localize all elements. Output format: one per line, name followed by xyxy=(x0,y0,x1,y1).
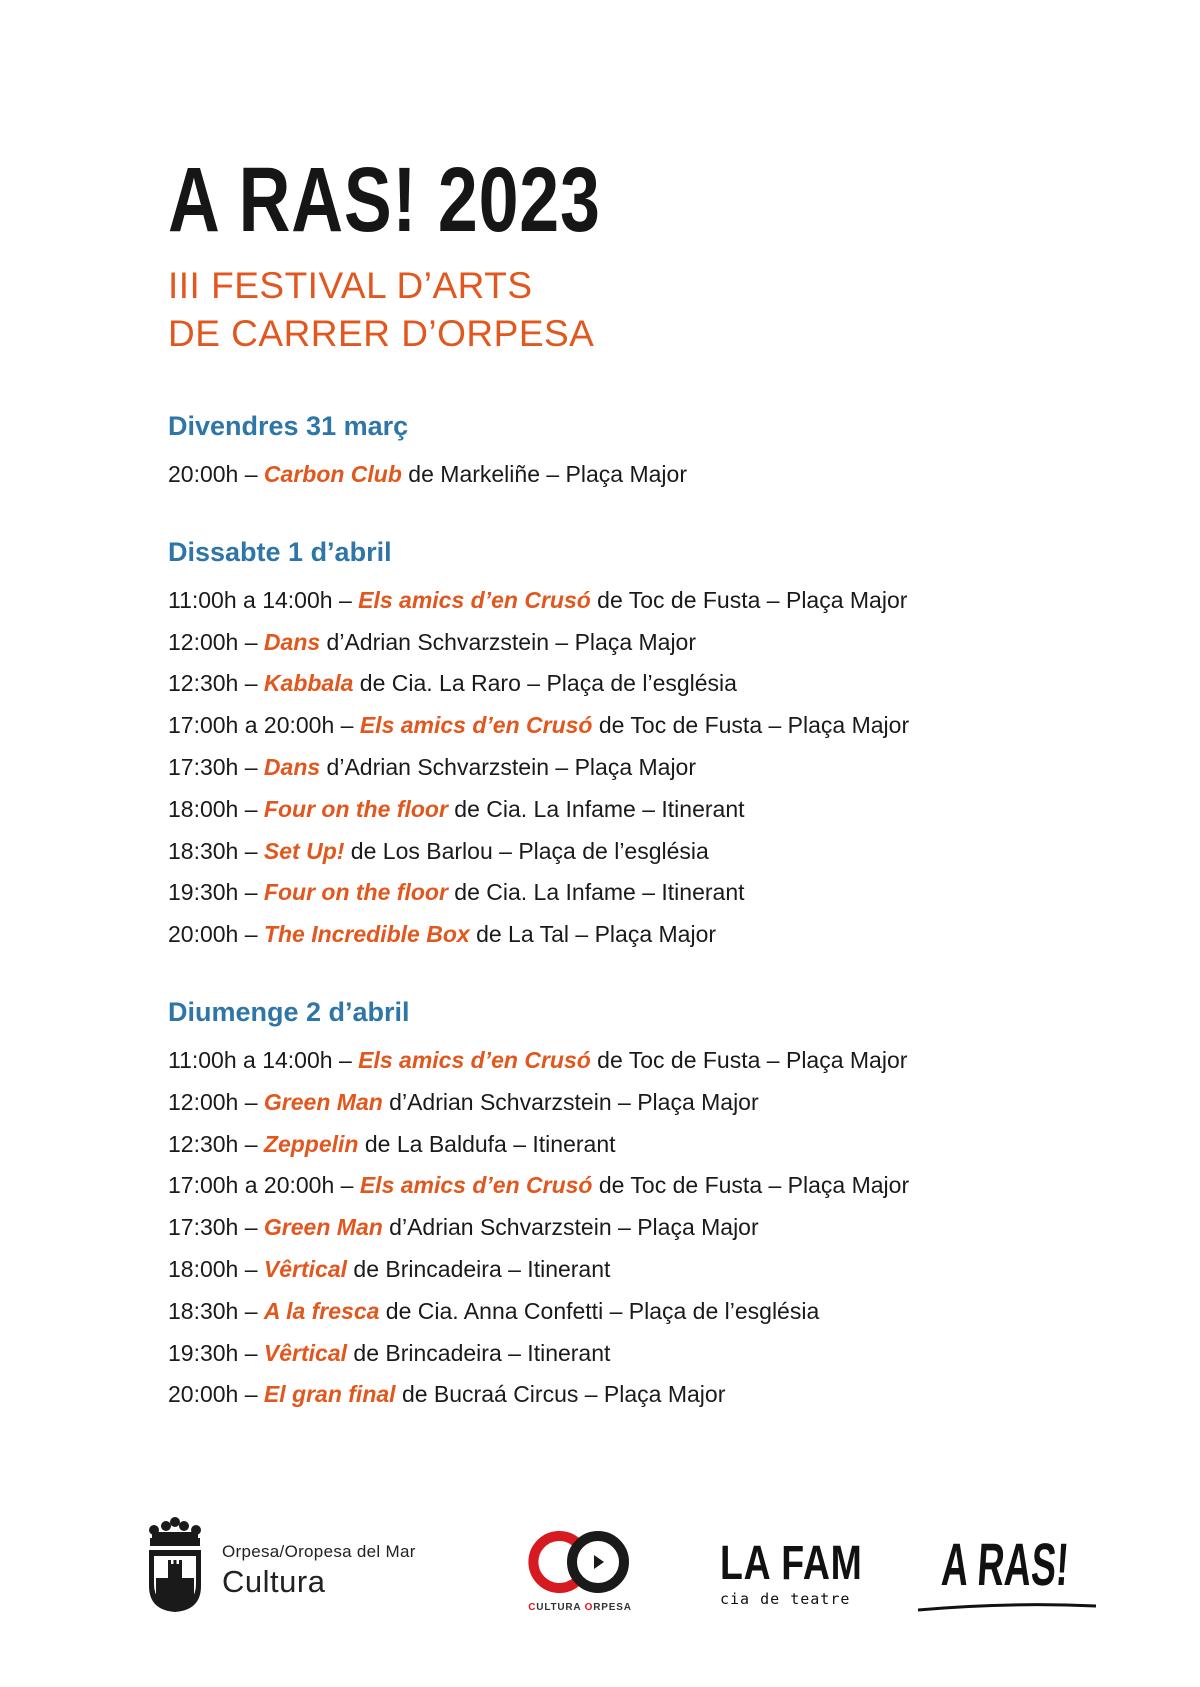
event-row xyxy=(168,705,1068,747)
event-details: de Brincadeira – Itinerant xyxy=(347,1255,611,1282)
cultura-letter-o: O xyxy=(584,1602,594,1613)
event-details: de Toc de Fusta – Plaça Major xyxy=(590,1046,908,1073)
cultura-word-rest: ULTURA xyxy=(536,1602,585,1613)
day-title: Dissabte 1 d’abril xyxy=(168,536,392,567)
event-row xyxy=(168,831,1068,873)
event-details: d’Adrian Schvarzstein – Plaça Major xyxy=(382,1088,759,1115)
day-section xyxy=(168,992,1068,1416)
event-details: de Toc de Fusta – Plaça Major xyxy=(592,712,910,739)
event-row xyxy=(168,1249,1068,1291)
event-time: 18:30h – xyxy=(168,1297,264,1324)
event-time: 18:00h – xyxy=(168,1255,264,1282)
event-time: 17:30h – xyxy=(168,1214,264,1241)
event-time: 17:30h – xyxy=(168,753,264,780)
orpesa-crest-icon xyxy=(146,1516,204,1614)
schedule xyxy=(168,406,1068,1416)
orpesa-municipality: Orpesa/Oropesa del Mar xyxy=(222,1542,416,1561)
event-time: 20:00h – xyxy=(168,1381,264,1408)
poster xyxy=(168,150,1068,1416)
event-row xyxy=(168,789,1068,831)
event-time: 12:00h – xyxy=(168,1088,264,1115)
event-row xyxy=(168,1040,1068,1082)
cultura-orpesa-mark-icon xyxy=(518,1528,638,1596)
event-details: de Cia. Anna Confetti – Plaça de l’església xyxy=(379,1297,820,1324)
event-show: Carbon Club xyxy=(263,461,402,487)
event-show: A la fresca xyxy=(263,1297,380,1324)
cultura-letter-c: C xyxy=(528,1602,537,1613)
event-row xyxy=(168,1082,1068,1124)
a-ras-wordmark: A RAS! xyxy=(939,1531,1071,1598)
event-show: Green Man xyxy=(263,1088,383,1115)
event-row xyxy=(168,1333,1068,1375)
event-time: 18:00h – xyxy=(168,795,264,822)
day-title: Divendres 31 març xyxy=(168,411,409,441)
event-row xyxy=(168,1291,1068,1333)
event-time: 11:00h a 14:00h – xyxy=(168,1046,359,1073)
event-show: Four on the floor xyxy=(263,879,448,906)
festival-subtitle xyxy=(168,262,1068,358)
event-show: Vêrtical xyxy=(263,1339,348,1366)
event-time: 12:30h – xyxy=(168,670,264,697)
la-fam-title: LA FAM xyxy=(720,1537,863,1590)
event-show: Dans xyxy=(263,628,321,655)
cultura-word-end: RPESA xyxy=(593,1602,632,1613)
event-row xyxy=(168,1207,1068,1249)
event-details: de Cia. La Infame – Itinerant xyxy=(447,795,745,822)
event-show: Zeppelin xyxy=(263,1130,359,1157)
event-show: Els amics d’en Crusó xyxy=(359,712,593,739)
page-title: A RAS! 2023 xyxy=(168,149,601,251)
event-row xyxy=(168,454,1068,496)
event-row xyxy=(168,872,1068,914)
day-section xyxy=(168,406,1068,496)
event-show: Dans xyxy=(263,753,321,780)
event-details: de Brincadeira – Itinerant xyxy=(347,1339,611,1366)
event-show: Els amics d’en Crusó xyxy=(358,586,591,613)
a-ras-underline xyxy=(918,1602,1096,1612)
la-fam-logo xyxy=(720,1537,870,1620)
event-show: Four on the floor xyxy=(263,795,448,822)
event-details: d’Adrian Schvarzstein – Plaça Major xyxy=(320,628,697,655)
event-time: 12:30h – xyxy=(168,1130,264,1157)
event-time: 20:00h – xyxy=(168,461,264,487)
event-details: de Cia. La Infame – Itinerant xyxy=(447,879,745,906)
event-time: 17:00h a 20:00h – xyxy=(168,712,360,739)
event-details: de Cia. La Raro – Plaça de l’església xyxy=(353,670,737,697)
a-ras-logo xyxy=(918,1532,1098,1622)
event-time: 12:00h – xyxy=(168,628,264,655)
event-row xyxy=(168,914,1068,956)
cultura-orpesa-logo xyxy=(510,1528,650,1628)
sponsor-logos xyxy=(146,1510,1106,1630)
day-section xyxy=(168,532,1068,956)
subtitle-line-1: III FESTIVAL D’ARTS xyxy=(168,265,533,306)
event-row xyxy=(168,663,1068,705)
event-time: 17:00h a 20:00h – xyxy=(168,1172,360,1199)
event-show: El gran final xyxy=(263,1381,396,1408)
event-time: 20:00h – xyxy=(168,921,264,948)
event-details: de La Baldufa – Itinerant xyxy=(358,1130,616,1157)
event-row xyxy=(168,580,1068,622)
event-details: d’Adrian Schvarzstein – Plaça Major xyxy=(382,1214,759,1241)
event-details: de La Tal – Plaça Major xyxy=(469,921,717,948)
event-time: 18:30h – xyxy=(168,837,264,864)
event-row xyxy=(168,1165,1068,1207)
subtitle-line-2: DE CARRER D’ORPESA xyxy=(168,313,595,354)
orpesa-cultura-logo xyxy=(146,1510,466,1620)
day-title: Diumenge 2 d’abril xyxy=(168,996,410,1027)
event-show: Green Man xyxy=(263,1214,383,1241)
event-details: de Bucraá Circus – Plaça Major xyxy=(395,1381,726,1408)
event-time: 11:00h a 14:00h – xyxy=(168,586,359,613)
event-details: d’Adrian Schvarzstein – Plaça Major xyxy=(320,753,697,780)
event-time: 19:30h – xyxy=(168,1339,264,1366)
event-row xyxy=(168,622,1068,664)
la-fam-subtitle: cia de teatre xyxy=(720,1590,851,1608)
event-details: de Markeliñe – Plaça Major xyxy=(401,461,687,487)
event-show: Vêrtical xyxy=(263,1255,348,1282)
event-time: 19:30h – xyxy=(168,879,264,906)
event-details: de Toc de Fusta – Plaça Major xyxy=(590,586,908,613)
event-show: Set Up! xyxy=(263,837,345,864)
event-show: Els amics d’en Crusó xyxy=(359,1172,593,1199)
event-row xyxy=(168,747,1068,789)
event-show: The Incredible Box xyxy=(263,921,470,948)
event-details: de Los Barlou – Plaça de l’església xyxy=(344,837,709,864)
event-show: Els amics d’en Crusó xyxy=(358,1046,591,1073)
cultura-orpesa-wordmark xyxy=(510,1602,650,1613)
event-show: Kabbala xyxy=(263,670,354,697)
event-row xyxy=(168,1124,1068,1166)
event-row xyxy=(168,1374,1068,1416)
event-details: de Toc de Fusta – Plaça Major xyxy=(592,1172,910,1199)
orpesa-cultura-label: Cultura xyxy=(222,1564,326,1599)
